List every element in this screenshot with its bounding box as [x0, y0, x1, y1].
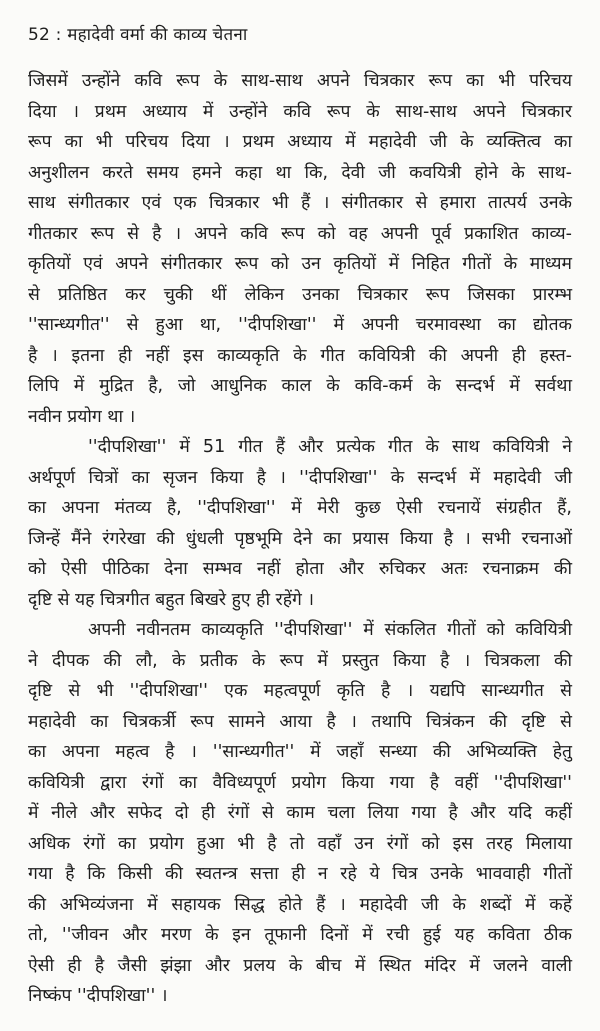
text-line: को ऐसी पीठिका देना सम्भव नहीं होता और रुचिकर अतः रचनाक्रम की [28, 559, 572, 579]
text-line: का अपना मंतव्य है, ''दीपशिखा'' में मेरी कुछ ऐसी रचनायें संग्रहीत हैं, [28, 498, 572, 518]
text-line: अनुशीलन करते समय हमने कहा था कि, देवी जी कवयित्री होने के साथ- [28, 162, 572, 183]
header-separator: : [55, 25, 62, 45]
text-line: अधिक रंगों का प्रयोग हुआ भी है तो वहाँ उन रंगों को इस तरह मिलाया [28, 833, 572, 854]
text-line: साथ संगीतकार एवं एक चित्रकार भी हैं । संगीतकार से हमारा तात्पर्य उनके [28, 193, 572, 213]
text-line: रूप का भी परिचय दिया । प्रथम अध्याय में महादेवी जी के व्यक्तित्व का [28, 132, 572, 152]
text-line: महादेवी का चित्रकर्त्री रूप सामने आया है । तथापि चित्रंकन की दृष्टि से [28, 711, 572, 732]
text-line: दृष्टि से भी ''दीपशिखा'' एक महत्वपूर्ण कृति है । यद्यपि सान्ध्यगीत से [28, 681, 572, 701]
text-line: की अभिव्यंजना में सहायक सिद्ध होते हैं । महादेवी जी के शब्दों में कहें [28, 894, 572, 915]
text-line: गया है कि किसी की स्वतन्त्र सत्ता ही न रहे ये चित्र उनके भाववाही गीतों [28, 864, 572, 884]
text-line: तो, ''जीवन और मरण के इन तूफानी दिनों में रची हुई यह कविता ठीक [28, 925, 572, 945]
text-line: गीतकार रूप से है । अपने कवि रूप को वह अपनी पूर्व प्रकाशित काव्य- [28, 223, 572, 244]
text-line: में नीले और सफेद दो ही रंगों से काम चला लिया गया है और यदि कहीं [28, 803, 572, 823]
running-header [28, 22, 247, 45]
text-line: है । इतना ही नहीं इस काव्यकृति के गीत कवियित्री की अपनी ही हस्त- [28, 345, 572, 366]
text-line: जिसमें उन्होंने कवि रूप के साथ-साथ अपने चित्रकार रूप का भी परिचय [28, 71, 572, 91]
text-line: कृतियों एवं अपने संगीतकार रूप को उन कृतियों में निहित गीतों के माध्यम [28, 254, 572, 274]
text-line: अर्थपूर्ण चित्रों का सृजन किया है । ''दीपशिखा'' के सन्दर्भ में महादेवी जी [28, 467, 572, 488]
text-line: कवियित्री द्वारा रंगों का वैविध्यपूर्ण प्रयोग किया गया है वहीं ''दीपशिखा'' [28, 772, 572, 793]
text-line: से प्रतिष्ठित कर चुकी थीं लेकिन उनका चित्रकार रूप जिसका प्रारम्भ [28, 284, 572, 305]
text-line: ''सान्ध्यगीत'' से हुआ था, ''दीपशिखा'' में अपनी चरमावस्था का द्योतक [28, 315, 572, 335]
book-title: महादेवी वर्मा की काव्य चेतना [67, 25, 248, 45]
text-line: जिन्हें मैंने रंगरेखा की धुंधली पृष्ठभूमि देने का प्रयास किया है । सभी रचनाओं [28, 528, 572, 549]
text-line: लिपि में मुद्रित है, जो आधुनिक काल के कवि-कर्म के सन्दर्भ में सर्वथा [28, 376, 572, 396]
text-line: निष्कंप ''दीपशिखा'' । [28, 986, 168, 1006]
text-line: का अपना महत्व है । ''सान्ध्यगीत'' में जहाँ सन्ध्या की अभिव्यक्ति हेतु [28, 742, 572, 762]
page-number: 52 [28, 25, 51, 45]
body-text [28, 66, 572, 1012]
text-line: नवीन प्रयोग था । [28, 406, 136, 427]
text-line: दिया । प्रथम अध्याय में उन्होंने कवि रूप के साथ-साथ अपने चित्रकार [28, 101, 572, 122]
text-line: ऐसी ही है जैसी झंझा और प्रलय के बीच में स्थित मंदिर में जलने वाली [28, 955, 572, 976]
text-line: ''दीपशिखा'' में 51 गीत हैं और प्रत्येक गीत के साथ कवियित्री ने [88, 437, 572, 457]
text-line: दृष्टि से यह चित्रगीत बहुत बिखरे हुए ही रहेंगे । [28, 589, 315, 610]
text-line: ने दीपक की लौ, के प्रतीक के रूप में प्रस्तुत किया है । चित्रकला की [28, 650, 572, 671]
text-line: अपनी नवीनतम काव्यकृति ''दीपशिखा'' में संकलित गीतों को कवियित्री [88, 620, 572, 640]
